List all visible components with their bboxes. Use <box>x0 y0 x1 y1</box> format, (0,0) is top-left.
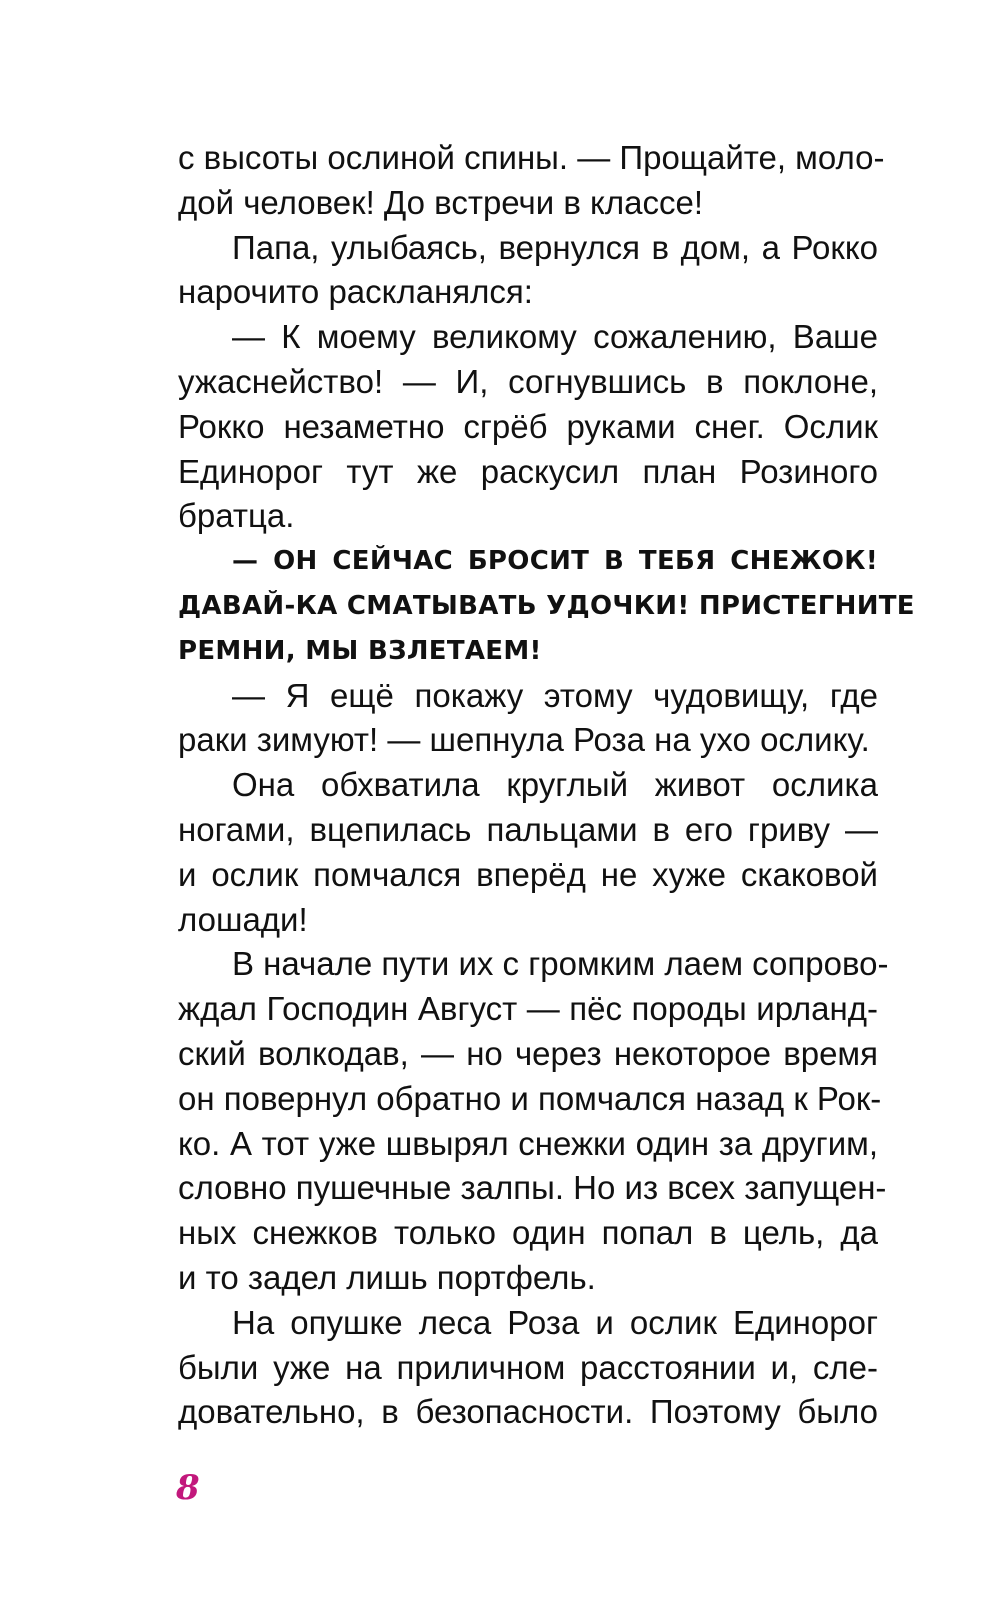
text-line: На опушке леса Роза и ослик Единорог <box>232 1303 878 1341</box>
text-line: ногами, вцепилась пальцами в его гриву — <box>178 810 878 848</box>
text-line: были уже на приличном расстоянии и, сле- <box>178 1348 878 1386</box>
text-line: нарочито раскланялся: <box>178 273 533 311</box>
text-line: Единорог тут же раскусил план Розиного <box>178 452 878 490</box>
text-line: Папа, улыбаясь, вернулся в дом, а Рокко <box>232 228 878 266</box>
text-line: ко. А тот уже швырял снежки один за другим, <box>178 1124 878 1162</box>
donkey-speech-line: ДАВАЙ-КА СМАТЫВАТЬ УДОЧКИ! ПРИСТЕГНИТЕ <box>178 590 915 621</box>
text-line: В начале пути их с громким лаем сопрово- <box>232 945 889 983</box>
text-line: с высоты ослиной спины. — Прощайте, моло- <box>178 139 885 176</box>
text-line: дой человек! До встречи в классе! <box>178 183 703 221</box>
text-line: ужаснейство! — И, согнувшись в поклоне, <box>178 362 878 400</box>
text-line: и то задел лишь портфель. <box>178 1258 596 1296</box>
text-line: ных снежков только один попал в цель, да <box>178 1214 878 1252</box>
page-number: 8 <box>176 1468 200 1508</box>
text-line: словно пушечные залпы. Но из всех запущен- <box>178 1169 887 1207</box>
text-line: лошади! <box>178 900 308 938</box>
book-page-text <box>178 136 915 1435</box>
text-line: раки зимуют! — шепнула Роза на ухо ослику. <box>178 721 870 759</box>
text-line: — Я ещё покажу этому чудовищу, где <box>232 676 878 714</box>
donkey-speech-line: РЕМНИ, МЫ ВЗЛЕТАЕМ! <box>178 635 542 666</box>
text-line: — К моему великому сожалению, Ваше <box>232 318 878 356</box>
text-line: довательно, в безопасности. Поэтому было <box>178 1393 878 1431</box>
text-line: Она обхватила круглый живот ослика <box>232 766 878 804</box>
text-line: братца. <box>178 497 295 535</box>
donkey-speech-line: — ОН СЕЙЧАС БРОСИТ В ТЕБЯ СНЕЖОК! <box>232 546 878 577</box>
text-line: он повернул обратно и помчался назад к Рок- <box>178 1079 882 1117</box>
text-line: и ослик помчался вперёд не хуже скаковой <box>178 855 878 893</box>
text-line: ский волкодав, — но через некоторое время <box>178 1034 878 1072</box>
text-line: Рокко незаметно сгрёб руками снег. Ослик <box>178 407 878 445</box>
text-line: ждал Господин Август — пёс породы ирланд- <box>178 990 878 1028</box>
